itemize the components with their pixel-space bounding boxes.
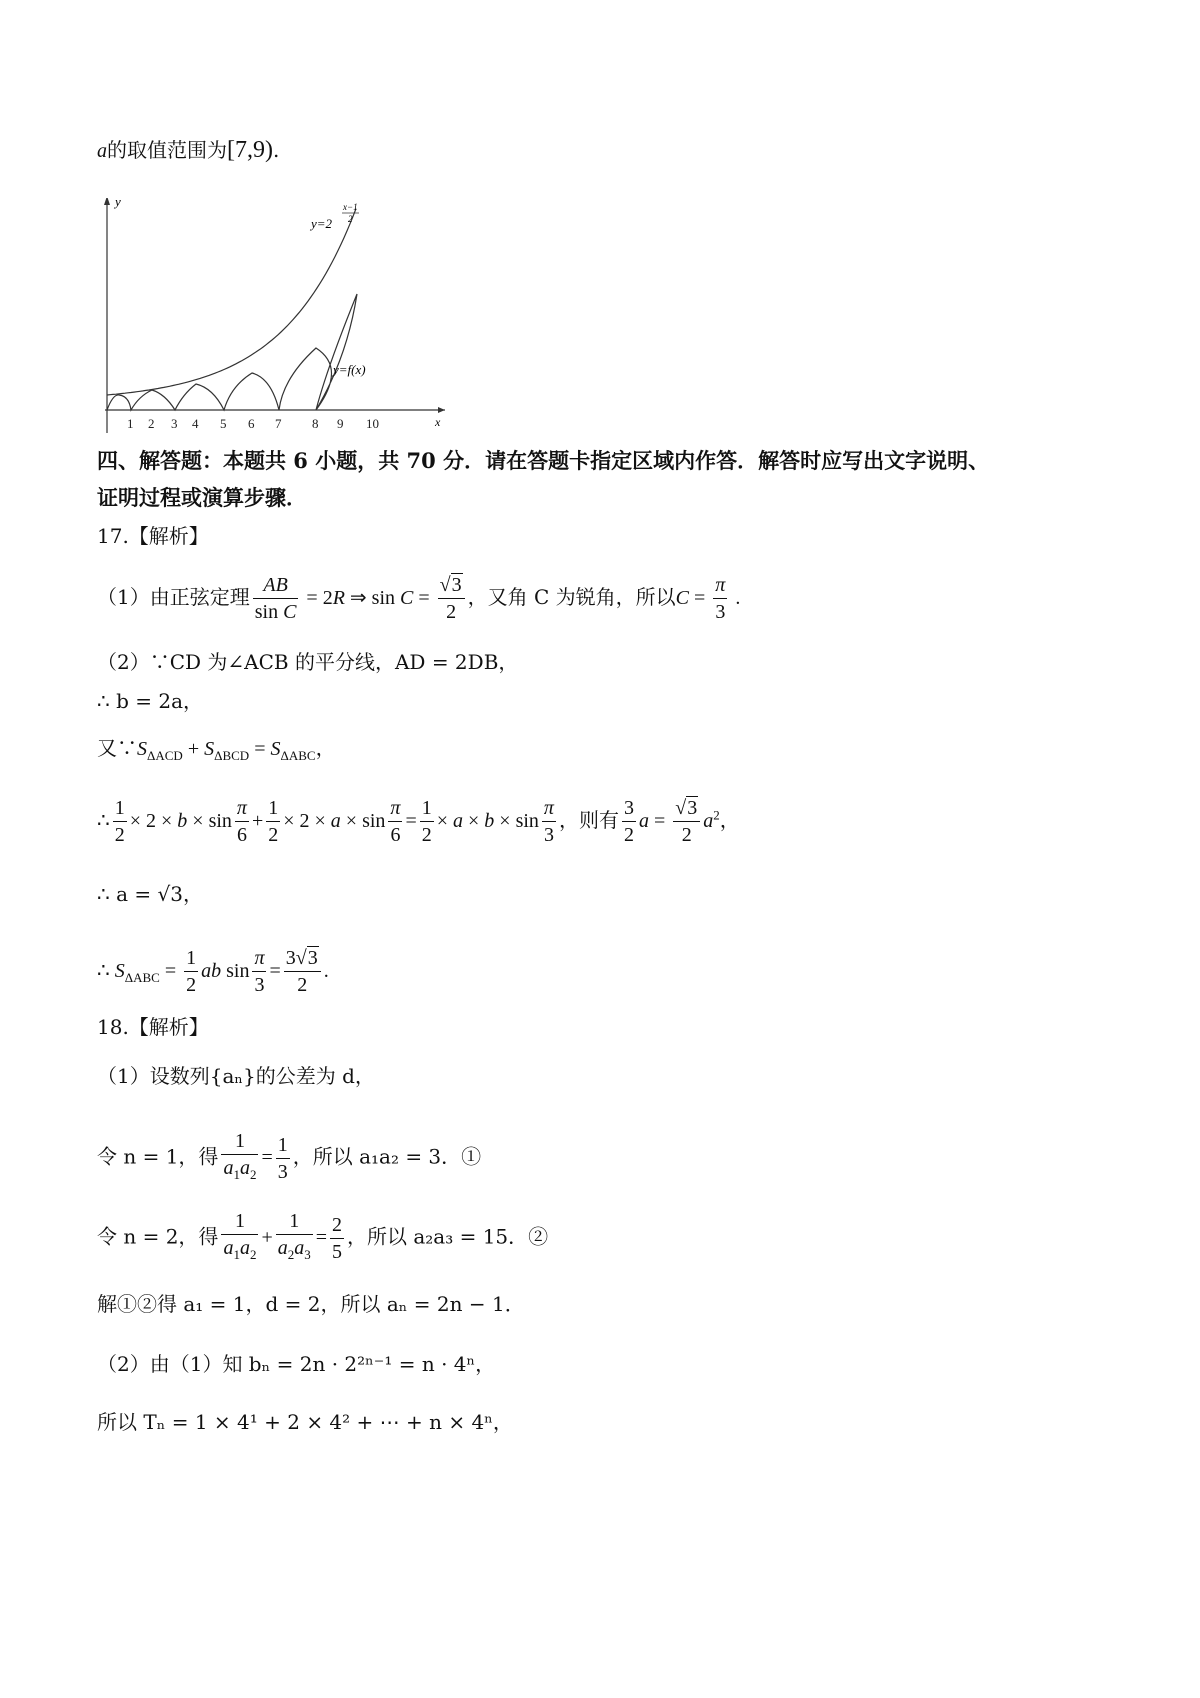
q17-p5-mid: ，则有: [558, 808, 619, 832]
f-curve: [107, 294, 357, 410]
x-tick-label: 7: [275, 416, 282, 431]
q18-p6: 所以 Tₙ = 1 × 4¹ + 2 × 4² + ⋯ + n × 4ⁿ，: [97, 1410, 513, 1434]
x-tick-label: 8: [312, 416, 319, 431]
x-tick-label: 10: [366, 416, 379, 431]
intro-range: [7,9): [227, 137, 273, 163]
x-tick-label: 5: [220, 416, 227, 431]
x-axis-label: x: [435, 415, 441, 429]
q17-p5: ∴ $\frac{1}{2}$ × 2 × b × sin $\frac{\pi}{6}$ + $\frac{1}{2}$ × 2 × a × sin $\frac{\pi}{6}$ = $\frac{1}{2}$ × a × b × sin $\frac{\pi}{3}$ ，则有 $\frac{3}{2}$ a = $\frac{√3}{2}$ $a^2$，: [97, 797, 740, 846]
q17-p1: （1）由正弦定理 $\frac{AB}{\text{sin C}}$ = 2R ⇒ sin C = $\frac{√3}{2}$ ，又角 C 为锐角，所以C = $\frac{\pi}{3}$ .: [97, 574, 741, 623]
q18-p3: 令 n = 2，得 $\frac{1}{a_1a_2}$ + $\frac{1}{a_2a_3}$ = $\frac{2}{5}$ ，所以 a₂a₃ = 15．②: [97, 1210, 549, 1263]
q17-p4-prefix: 又∵: [97, 736, 137, 760]
x-tick-label: 2: [148, 416, 155, 431]
q18-p2-prefix: 令 n = 1，得: [97, 1144, 219, 1169]
var-a: a: [97, 140, 107, 162]
exp-curve: [107, 209, 356, 395]
q18-header: 18.【解析】: [97, 1015, 209, 1039]
q18-p5: （2）由（1）知 bₙ = 2n · 2²ⁿ⁻¹ = n · 4ⁿ，: [97, 1352, 496, 1376]
q17-p4: 又$\because S_{\Delta ACD} + S_{\Delta BCD} = S_{\Delta ABC}$，: [97, 736, 336, 763]
frac-pi-3: $\frac{\pi}{3}$: [715, 574, 726, 623]
q17-p6: ∴ a = √3，: [97, 882, 203, 906]
f-label: y=f(x): [333, 362, 366, 377]
q17-p1-prefix: （1）由正弦定理: [97, 585, 250, 609]
q17-p7-prefix: ∴: [97, 958, 110, 982]
intro-line: [97, 136, 279, 165]
q18-p4: 解①②得 a₁ = 1，d = 2，所以 aₙ = 2n − 1．: [97, 1292, 525, 1316]
exp-label: y=2: [311, 216, 333, 231]
function-graph: [95, 198, 455, 438]
q17-p7: ∴ $S_{\Delta ABC}$ = $\frac{1}{2}$ ab sin $\frac{\pi}{3}$ = $\frac{3√3}{2}$ .: [97, 947, 329, 996]
x-tick-label: 1: [127, 416, 134, 431]
q17-p1-mid: ，又角 C 为锐角，所以: [467, 585, 676, 609]
intro-end: .: [272, 138, 280, 162]
x-tick-label: 4: [192, 416, 199, 431]
x-tick-label: 9: [337, 416, 344, 431]
section4-line2: 证明过程或演算步骤．: [97, 485, 307, 510]
q18-p2-suffix: ，所以 a₁a₂ = 3．①: [292, 1144, 482, 1169]
q18-p2: 令 n = 1，得 $\frac{1}{a_1a_2}$ = $\frac{1}{3}$ ，所以 a₁a₂ = 3．①: [97, 1130, 482, 1183]
intro-text: 的取值范围为: [107, 138, 227, 162]
q18-p3-suffix: ，所以 a₂a₃ = 15．②: [347, 1224, 549, 1249]
y-axis-label: y: [115, 198, 121, 209]
q18-p1: （1）设数列{aₙ}的公差为 d，: [97, 1064, 375, 1088]
exp-label-power-den: 2: [348, 214, 353, 224]
x-tick-label: 3: [171, 416, 178, 431]
q17-p3: ∴ b = 2a，: [97, 689, 204, 713]
q17-header: 17.【解析】: [97, 524, 209, 548]
exp-label-power-num: x−1: [343, 202, 358, 212]
q18-p3-prefix: 令 n = 2，得: [97, 1224, 219, 1249]
x-arrow: [438, 407, 445, 413]
x-tick-label: 6: [248, 416, 255, 431]
section4-line1: 四、解答题：本题共 6 小题，共 70 分．请在答题卡指定区域内作答．解答时应写出文字说明、: [97, 448, 990, 473]
frac-ab-sinc: $\frac{AB}{\text{sin C}}$: [254, 574, 297, 623]
frac-sqrt3-2: $\frac{√3}{2}$: [438, 572, 465, 625]
q17-p2: （2）∵CD 为∠ACB 的平分线，AD = 2DB，: [97, 650, 519, 674]
y-arrow: [104, 198, 110, 205]
